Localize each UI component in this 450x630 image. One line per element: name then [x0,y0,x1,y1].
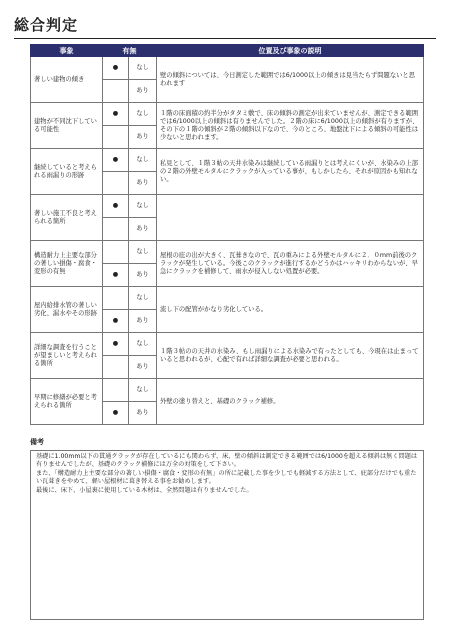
notes-box [30,450,424,620]
header-presence: 有無 [103,45,157,57]
item-label: 詳細な調査を行うことが望ましいと考えられる箇所 [31,333,103,379]
table-row [31,287,424,310]
selection-mark [103,379,129,402]
selection-mark [103,287,129,310]
table-header-row [31,45,424,57]
table-row [31,149,424,172]
description-cell: 流し下の配管がかなり劣化している。 [157,287,424,333]
table-row [31,57,424,80]
notes-line: また、「構造耐力上主要な部分の著しい損傷・腐食・変形の有無」の所に記載した事を少しでも軽減する方法として、庇部分だけでも重たい瓦葺きをやめて、軽い屋根材に葺き替える事をお勧めします。 [36,469,417,486]
description-cell: 壁の傾斜については、今日測定した範囲では6/1000以上の傾きは見当たらず問題ないと思われます [157,57,424,103]
description-cell: １階３帖のの天井の水染み、もし雨漏りによる水染みで有ったとしても、今現在は止まっていると思われるが、心配で有れば詳細な調査が必要と思われる。 [157,333,424,379]
option-label: なし [129,287,157,310]
table-row [31,195,424,218]
option-label: なし [129,379,157,402]
option-label: あり [129,218,157,241]
option-label: なし [129,195,157,218]
title-divider [14,38,436,39]
selection-mark [103,241,129,264]
option-label: なし [129,103,157,126]
page-title: 総合判定 [14,16,79,34]
option-label: なし [129,333,157,356]
table-row [31,379,424,402]
header-item: 事象 [31,45,103,57]
selection-mark [103,218,129,241]
table-row [31,333,424,356]
option-label: あり [129,310,157,333]
item-label: 継続していると考えられる雨漏りの形跡 [31,149,103,195]
item-label: 早期に修繕が必要と考えられる箇所 [31,379,103,425]
selection-mark [103,356,129,379]
option-label: なし [129,241,157,264]
selection-mark: ● [103,333,129,356]
option-label: あり [129,356,157,379]
item-label: 著しい施工不良と考えられる箇所 [31,195,103,241]
selection-mark: ● [103,195,129,218]
selection-mark: ● [103,57,129,80]
option-label: あり [129,126,157,149]
item-label: 屋内給排水管の著しい劣化、漏水やその形跡 [31,287,103,333]
description-cell [157,195,424,241]
selection-mark [103,126,129,149]
selection-mark [103,80,129,103]
option-label: あり [129,264,157,287]
option-label: なし [129,57,157,80]
description-cell: 外壁の塗り替えと、基礎のクラック補修。 [157,379,424,425]
table-row [31,241,424,264]
inspection-table [30,44,424,425]
table-row [31,103,424,126]
option-label: あり [129,402,157,425]
item-label: 構造耐力上主要な部分の著しい損傷・腐食・変形の有無 [31,241,103,287]
option-label: あり [129,80,157,103]
selection-mark: ● [103,310,129,333]
item-label: 著しい建物の傾き [31,57,103,103]
notes-title: 備考 [30,438,44,446]
description-cell: 私見として、１階３帖の天井水染みは継続している雨漏りとは考えにくいが、水染みの上部の２階の外壁モルタルにクラックが入っている事が、もしかしたら、それが原因かも知れない。 [157,149,424,195]
option-label: あり [129,172,157,195]
selection-mark: ● [103,402,129,425]
item-label: 建物が不同沈下している可能性 [31,103,103,149]
selection-mark: ● [103,264,129,287]
selection-mark: ● [103,103,129,126]
notes-line: 最後に、床下、小屋裏に使用している木材は、全然問題は有りませんでした。 [36,486,253,494]
option-label: なし [129,149,157,172]
description-cell: １階の床面積の約半分がタタミ敷で、床の傾斜の測定が出来ていませんが、測定できる範囲では6/1000以上の傾斜は有りませんでした。２階の床に6/1000以上の傾斜が有りますが、その下の１階の傾斜が２階の傾斜以下なので、今のところ、地盤沈下による傾斜の可能性は少ないと思われます。 [157,103,424,149]
notes-line: 基礎に1.00mm以下の貫通クラックが存在しているにも関わらず、床、壁の傾斜は測定できる範囲では6/1000を超える傾斜は無く問題は有りませんでしたが、基礎のクラック補修には万全の対策をして下さい。 [36,453,418,469]
description-cell: 屋根の庇の出が大きく、瓦葺きなので、瓦の重みによる外壁モルタルに２．０mm前後のクラックが発生している。今後このクラックが進行するかどうかはハッキリわからないが、早急にクラックを補修して、雨水が侵入しない処置が必要。 [157,241,424,287]
selection-mark [103,172,129,195]
header-description: 位置及び事象の説明 [157,45,424,57]
selection-mark: ● [103,149,129,172]
